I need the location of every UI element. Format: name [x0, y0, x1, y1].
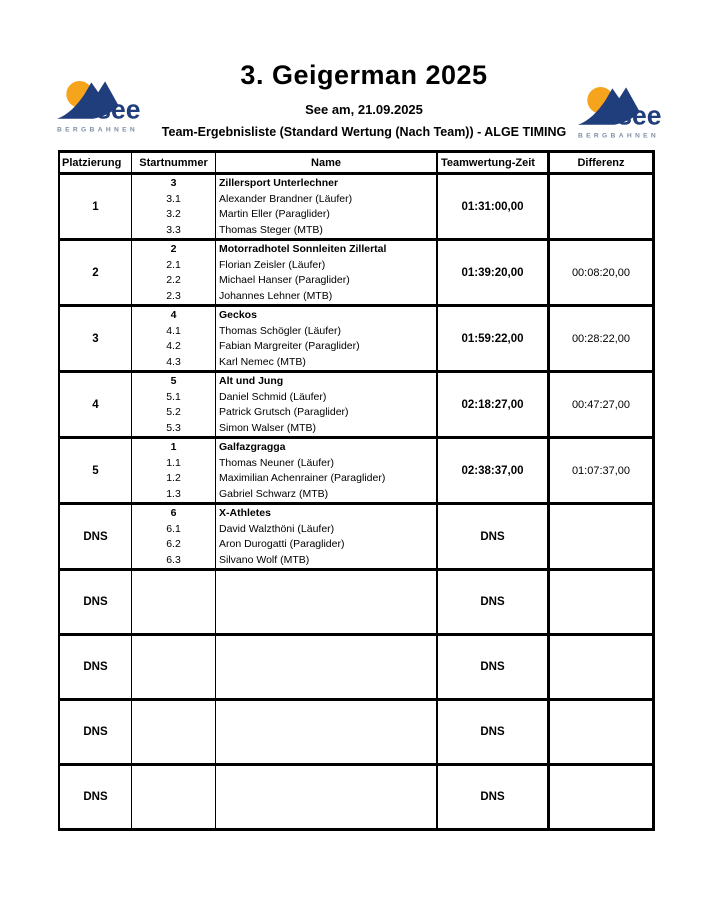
logo-wordmark: see — [96, 94, 141, 125]
member-name: Daniel Schmid (Läufer) — [219, 390, 327, 403]
startnummer-cell — [131, 505, 215, 568]
startnummer-cell — [131, 571, 215, 633]
startnummer-cell — [131, 701, 215, 763]
name-cell — [215, 505, 436, 568]
member-name: David Walzthöni (Läufer) — [219, 522, 335, 535]
platzierung-value: 5 — [92, 464, 99, 477]
header-differenz: Differenz — [547, 153, 652, 172]
results-table — [58, 150, 655, 831]
differenz-value — [547, 766, 652, 828]
team-name: X-Athletes — [219, 507, 271, 519]
member-name: Fabian Margreiter (Paraglider) — [219, 340, 360, 352]
header-name: Name — [215, 153, 436, 172]
teamwertung-zeit-value: 02:38:37,00 — [436, 439, 547, 502]
teamwertung-zeit-value: DNS — [436, 571, 547, 633]
listing-type: Team-Ergebnisliste (Standard Wertung (Nach Team)) - ALGE TIMING — [161, 125, 567, 139]
see-bergbahnen-logo-left — [56, 74, 164, 136]
member-name: Martin Eller (Paraglider) — [219, 208, 330, 220]
member-name: Maximilian Achenrainer (Paraglider) — [219, 472, 386, 484]
table-row — [60, 304, 652, 370]
table-row — [60, 763, 652, 828]
team-number: 1 — [170, 441, 177, 453]
team-name: Motorradhotel Sonnleiten Zillertal — [219, 243, 387, 255]
team-number: 6 — [170, 507, 177, 519]
team-name: Galfazgragga — [219, 441, 286, 453]
table-row — [60, 502, 652, 568]
teamwertung-zeit-value: DNS — [436, 636, 547, 698]
member-name: Patrick Grutsch (Paraglider) — [219, 406, 349, 418]
see-bergbahnen-logo-graphic — [56, 74, 164, 136]
member-name: Gabriel Schwarz (MTB) — [219, 487, 329, 500]
differenz-value: 00:08:20,00 — [547, 241, 652, 304]
page-title: 3. Geigerman 2025 — [240, 60, 488, 90]
table-row — [60, 633, 652, 698]
team-number: 4 — [170, 309, 177, 321]
member-number: 3.1 — [166, 192, 181, 205]
name-cell — [215, 307, 436, 370]
table-body — [60, 172, 652, 828]
name-cell — [215, 571, 436, 633]
member-number: 6.3 — [166, 553, 181, 566]
logo-wordmark: see — [617, 100, 662, 131]
teamwertung-zeit-value: 01:59:22,00 — [436, 307, 547, 370]
member-number: 2.2 — [166, 274, 181, 286]
member-name: Thomas Steger (MTB) — [219, 223, 323, 236]
member-number: 3.3 — [166, 223, 181, 236]
member-name: Aron Durogatti (Paraglider) — [219, 538, 345, 550]
member-name: Florian Zeisler (Läufer) — [219, 258, 326, 271]
platzierung-value: 2 — [92, 266, 99, 279]
member-name: Silvano Wolf (MTB) — [219, 553, 310, 566]
teamwertung-zeit-value: 02:18:27,00 — [436, 373, 547, 436]
member-name: Thomas Neuner (Läufer) — [219, 456, 334, 469]
member-number: 5.3 — [166, 421, 181, 434]
event-date: See am, 21.09.2025 — [305, 102, 423, 117]
member-number: 6.2 — [166, 538, 181, 550]
teamwertung-zeit-value: DNS — [436, 505, 547, 568]
name-cell — [215, 701, 436, 763]
differenz-value — [547, 701, 652, 763]
member-name: Simon Walser (MTB) — [219, 421, 317, 434]
table-header-row — [60, 153, 652, 172]
member-name: Thomas Schögler (Läufer) — [219, 324, 341, 337]
team-name: Alt und Jung — [219, 375, 284, 387]
platzierung-value: DNS — [83, 661, 108, 673]
differenz-value: 00:28:22,00 — [547, 307, 652, 370]
header-teamwertung-zeit: Teamwertung-Zeit — [436, 153, 547, 172]
team-number: 2 — [170, 243, 177, 255]
table-row — [60, 568, 652, 633]
header-startnummer: Startnummer — [131, 153, 215, 172]
table-row — [60, 436, 652, 502]
teamwertung-zeit-value: 01:39:20,00 — [436, 241, 547, 304]
see-bergbahnen-logo-graphic — [577, 80, 685, 142]
member-number: 1.1 — [166, 456, 181, 469]
differenz-value — [547, 175, 652, 238]
differenz-value — [547, 505, 652, 568]
team-name: Zillersport Unterlechner — [219, 177, 339, 189]
startnummer-cell — [131, 373, 215, 436]
startnummer-cell — [131, 636, 215, 698]
member-name: Michael Hanser (Paraglider) — [219, 274, 350, 286]
see-bergbahnen-logo-right — [577, 80, 685, 142]
platzierung-value: DNS — [83, 726, 108, 738]
member-number: 1.2 — [166, 472, 181, 484]
differenz-value — [547, 571, 652, 633]
name-cell — [215, 766, 436, 828]
differenz-value — [547, 636, 652, 698]
teamwertung-zeit-value: DNS — [436, 766, 547, 828]
team-number: 3 — [170, 177, 177, 189]
platzierung-value: 1 — [92, 200, 99, 213]
platzierung-value: DNS — [83, 530, 108, 543]
startnummer-cell — [131, 307, 215, 370]
table-row — [60, 370, 652, 436]
member-number: 5.1 — [166, 390, 181, 403]
teamwertung-zeit-value: DNS — [436, 701, 547, 763]
logo-subtext: BERGBAHNEN — [577, 132, 660, 140]
platzierung-value: DNS — [83, 791, 108, 803]
name-cell — [215, 241, 436, 304]
startnummer-cell — [131, 175, 215, 238]
platzierung-value: DNS — [83, 596, 108, 608]
table-row — [60, 698, 652, 763]
member-name: Karl Nemec (MTB) — [219, 355, 306, 368]
member-number: 4.2 — [166, 340, 181, 352]
name-cell — [215, 636, 436, 698]
name-cell — [215, 439, 436, 502]
member-number: 2.1 — [166, 258, 181, 271]
table-row — [60, 172, 652, 238]
member-number: 3.2 — [166, 208, 181, 220]
startnummer-cell — [131, 241, 215, 304]
startnummer-cell — [131, 766, 215, 828]
table-row — [60, 238, 652, 304]
member-name: Alexander Brandner (Läufer) — [219, 192, 353, 205]
member-number: 5.2 — [166, 406, 181, 418]
differenz-value: 01:07:37,00 — [547, 439, 652, 502]
platzierung-value: 3 — [92, 332, 99, 345]
member-number: 6.1 — [166, 522, 181, 535]
logo-subtext: BERGBAHNEN — [56, 126, 139, 134]
teamwertung-zeit-value: 01:31:00,00 — [436, 175, 547, 238]
name-cell — [215, 175, 436, 238]
member-name: Johannes Lehner (MTB) — [219, 289, 333, 302]
platzierung-value: 4 — [92, 398, 99, 411]
member-number: 1.3 — [166, 487, 181, 500]
team-number: 5 — [170, 375, 177, 387]
team-name: Geckos — [219, 309, 257, 321]
startnummer-cell — [131, 439, 215, 502]
header-platzierung: Platzierung — [62, 156, 122, 169]
name-cell — [215, 373, 436, 436]
member-number: 4.3 — [166, 355, 181, 368]
member-number: 4.1 — [166, 324, 181, 337]
differenz-value: 00:47:27,00 — [547, 373, 652, 436]
member-number: 2.3 — [166, 289, 181, 302]
